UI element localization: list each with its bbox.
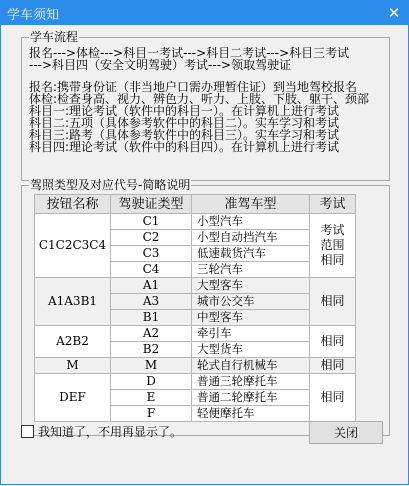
exam-cell: 考试 范围 相同 <box>310 214 356 278</box>
dont-show-label[interactable]: 我知道了，不用再显示了。 <box>38 425 183 439</box>
process-group <box>21 30 390 181</box>
title-bar <box>0 0 409 25</box>
license-group <box>21 178 390 436</box>
process-line: 体检:检查身高、视力、辨色力、听力、上肢、下肢、躯干、颈部 <box>29 92 370 106</box>
license-code-cell: E <box>111 390 192 406</box>
header-button-name: 按钮名称 <box>35 195 111 214</box>
vehicle-type-cell: 普通二轮摩托车 <box>192 390 310 406</box>
license-code-cell: C2 <box>111 230 192 246</box>
license-code-cell: B1 <box>111 310 192 326</box>
license-table <box>34 194 356 422</box>
exam-cell: 相同 <box>310 326 356 358</box>
vehicle-type-cell: 小型自动挡汽车 <box>192 230 310 246</box>
vehicle-type-cell: 大型客车 <box>192 278 310 294</box>
license-code-cell: M <box>111 358 192 374</box>
license-legend: 驾照类型及对应代号-简略说明 <box>30 178 191 192</box>
dont-show-checkbox[interactable] <box>21 425 34 438</box>
table-row <box>35 278 356 294</box>
license-code-cell: A1 <box>111 278 192 294</box>
window-title: 学车须知 <box>7 8 60 23</box>
process-line: 科目一:理论考试（软件中的科目一）。在计算机上进行考试 <box>29 104 340 118</box>
process-line: 科目三:路考（具体参考软件中的科目三）。实车学习和考试 <box>29 128 340 142</box>
license-code-cell: D <box>111 374 192 390</box>
license-code-cell: F <box>111 406 192 422</box>
license-code-cell: C1 <box>111 214 192 230</box>
vehicle-type-cell: 轻便摩托车 <box>192 406 310 422</box>
vehicle-type-cell: 城市公交车 <box>192 294 310 310</box>
vehicle-type-cell: 牵引车 <box>192 326 310 342</box>
process-line: 报名:携带身份证（非当地户口需办理暂住证）到当地驾校报名 <box>29 80 358 94</box>
exam-cell: 相同 <box>310 278 356 326</box>
process-line: --->科目四（安全文明驾驶）考试--->领取驾驶证 <box>29 58 292 72</box>
vehicle-type-cell: 轮式自行机械车 <box>192 358 310 374</box>
exam-cell: 相同 <box>310 358 356 374</box>
vehicle-type-cell: 三轮汽车 <box>192 262 310 278</box>
header-license-type: 驾驶证类型 <box>111 195 192 214</box>
table-row <box>35 214 356 230</box>
button-name-cell: A2B2 <box>35 326 111 358</box>
license-code-cell: C3 <box>111 246 192 262</box>
table-header-row <box>35 195 356 214</box>
license-code-cell: A2 <box>111 326 192 342</box>
table-row <box>35 326 356 342</box>
table-row <box>35 374 356 390</box>
vehicle-type-cell: 大型货车 <box>192 342 310 358</box>
button-name-cell: DEF <box>35 374 111 422</box>
vehicle-type-cell: 普通三轮摩托车 <box>192 374 310 390</box>
close-button[interactable]: 关闭 <box>309 421 383 444</box>
vehicle-type-cell: 中型客车 <box>192 310 310 326</box>
process-line: 报名--->体检--->科目一考试--->科目二考试--->科目三考试 <box>29 46 350 60</box>
button-name-cell: M <box>35 358 111 374</box>
license-code-cell: A3 <box>111 294 192 310</box>
license-code-cell: B2 <box>111 342 192 358</box>
header-vehicle-type: 准驾车型 <box>192 195 310 214</box>
table-row <box>35 358 356 374</box>
exam-cell: 相同 <box>310 374 356 422</box>
button-name-cell: C1C2C3C4 <box>35 214 111 278</box>
process-legend: 学车流程 <box>30 30 79 44</box>
close-icon[interactable]: ✕ <box>387 4 401 22</box>
vehicle-type-cell: 低速载货汽车 <box>192 246 310 262</box>
process-line: 科目二:五项（具体参考软件中的科目二）。实车学习和考试 <box>29 116 340 130</box>
vehicle-type-cell: 小型汽车 <box>192 214 310 230</box>
process-text <box>29 47 369 153</box>
dialog-body <box>0 25 409 485</box>
button-name-cell: A1A3B1 <box>35 278 111 326</box>
process-line: 科目四:理论考试（软件中的科目四）。在计算机上进行考试 <box>29 140 340 154</box>
license-code-cell: C4 <box>111 262 192 278</box>
header-exam: 考试 <box>310 195 356 214</box>
